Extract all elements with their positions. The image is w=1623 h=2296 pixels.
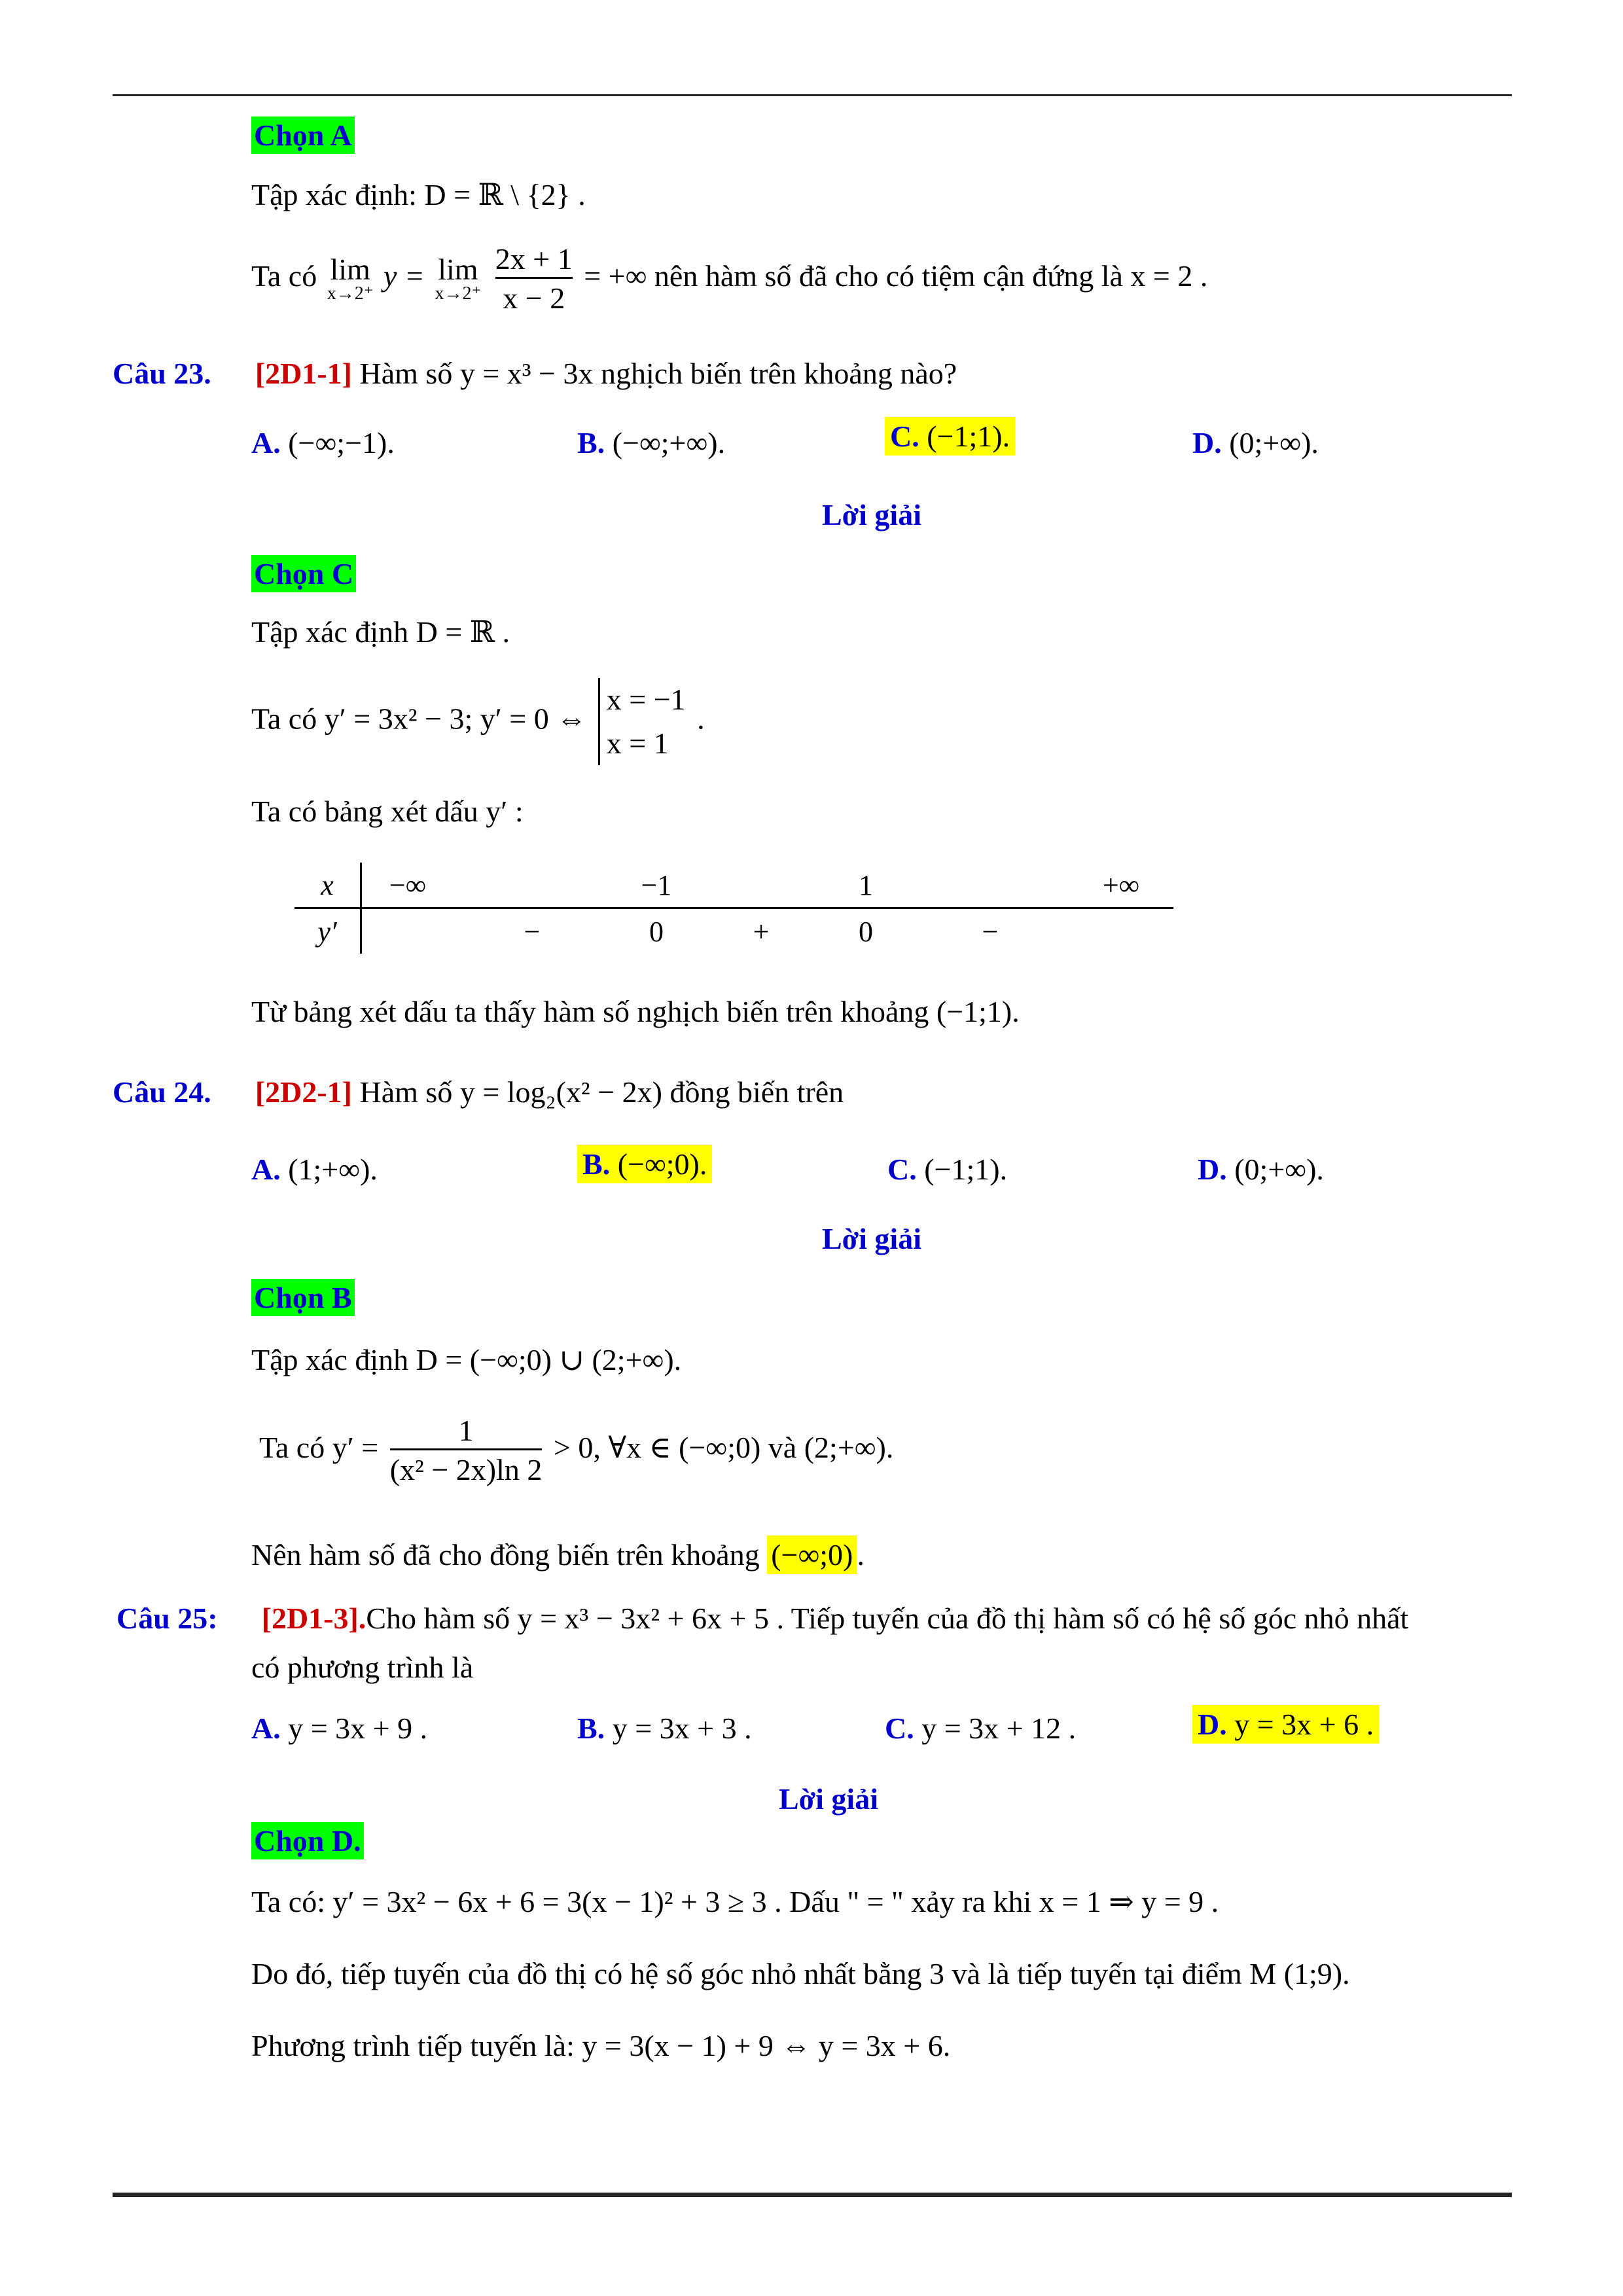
question-24 xyxy=(113,1075,844,1109)
domain-line: Tập xác định D = (−∞;0) ∪ (2;+∞). xyxy=(251,1343,682,1376)
derivative-line: Ta có y′ = 3x² − 3; y′ = 0 ⇔ x = −1 x = 1 . xyxy=(251,678,705,765)
q25-option-a[interactable]: A. y = 3x + 9 . xyxy=(251,1712,428,1745)
question-25 xyxy=(116,1601,1408,1636)
case-bracket: x = −1 x = 1 xyxy=(598,678,686,765)
derivative-suffix: > 0, ∀x ∈ (−∞;0) và (2;+∞). xyxy=(553,1430,894,1464)
solution-title: Lời giải xyxy=(822,498,921,531)
q24-option-a[interactable]: A. (1;+∞). xyxy=(251,1153,378,1186)
derivative-prefix: Ta có y′ = 3x² − 3; y′ = 0 ⇔ xyxy=(251,702,587,736)
q25-option-c[interactable]: C. y = 3x + 12 . xyxy=(885,1712,1077,1745)
solution-title: Lời giải xyxy=(779,1782,878,1816)
question-23 xyxy=(113,356,957,391)
question-text: Hàm số y = log₂(x² − 2x) đồng biến trên xyxy=(359,1075,844,1109)
limit-text: nên hàm số đã cho có tiệm cận đứng là x = 2 . xyxy=(654,259,1208,293)
limit-line xyxy=(251,242,1207,316)
q25-option-b[interactable]: B. y = 3x + 3 . xyxy=(577,1712,752,1745)
limit-result: = +∞ xyxy=(584,259,647,293)
table-cell: +∞ xyxy=(1069,863,1173,908)
limit-operator: lim x→2⁺ xyxy=(327,253,374,304)
q25-option-d[interactable]: D. y = 3x + 6 . xyxy=(1192,1707,1379,1742)
choice-label: Chọn C xyxy=(251,555,356,592)
q24-option-c[interactable]: C. (−1;1). xyxy=(887,1153,1008,1186)
table-cell xyxy=(1069,908,1173,954)
choice-label: Chọn B xyxy=(251,1279,355,1316)
sign-table-row-x xyxy=(294,863,1173,908)
q24-option-b[interactable]: B. (−∞;0). xyxy=(577,1147,712,1181)
sign-table xyxy=(294,863,1173,954)
question-text: Hàm số y = x³ − 3x nghịch biến trên khoảng nào? xyxy=(359,357,957,390)
top-rule xyxy=(113,94,1512,96)
bottom-rule xyxy=(113,2193,1512,2197)
question-text: Cho hàm số y = x³ − 3x² + 6x + 5 . Tiếp tuyến của đồ thị hàm số có hệ số góc nhỏ nhất xyxy=(366,1602,1409,1635)
domain-line: Tập xác định: D = ℝ \ {2} . xyxy=(251,178,586,211)
q24-option-d[interactable]: D. (0;+∞). xyxy=(1198,1153,1324,1186)
table-cell: − xyxy=(982,915,999,948)
table-cell: + xyxy=(753,915,770,948)
limit-prefix: Ta có xyxy=(251,259,317,293)
q23-option-b[interactable]: B. (−∞;+∞). xyxy=(577,426,726,459)
table-cell: 1 xyxy=(820,863,912,908)
derivative-prefix: Ta có y′ = xyxy=(259,1430,379,1464)
table-cell: − xyxy=(524,915,541,948)
question-number: Câu 25: xyxy=(116,1602,218,1635)
solution-line-1: Ta có: y′ = 3x² − 6x + 6 = 3(x − 1)² + 3 ≥ 3 . Dấu " = " xảy ra khi x = 1 ⇒ y = 9 . xyxy=(251,1885,1219,1918)
choice-label: Chọn D. xyxy=(251,1822,364,1859)
solution-line-3: Phương trình tiếp tuyến là: y = 3(x − 1) + 9 ⇔ y = 3x + 6. xyxy=(251,2029,951,2062)
limit-fraction: $\frac{2x + 1}{x - 2}$ xyxy=(495,242,573,315)
question-text-line2: có phương trình là xyxy=(251,1651,474,1684)
question-number: Câu 24. xyxy=(113,1075,211,1109)
q23-option-d[interactable]: D. (0;+∞). xyxy=(1192,426,1319,459)
question-tag: [2D1-3]. xyxy=(261,1602,366,1635)
table-intro: Ta có bảng xét dấu y′ : xyxy=(251,795,524,828)
conclusion-line: Nên hàm số đã cho đồng biến trên khoảng (−∞;0) . xyxy=(251,1538,865,1573)
derivative-fraction: $\frac{1}{\text{(x² − 2x)ln 2}}$ xyxy=(389,1414,543,1486)
limit-y: y = xyxy=(383,259,425,293)
question-number: Câu 23. xyxy=(113,357,211,390)
table-cell xyxy=(912,863,1069,908)
solution-line-2: Do đó, tiếp tuyến của đồ thị có hệ số góc nhỏ nhất bằng 3 và là tiếp tuyến tại điểm M (1;9). xyxy=(251,1957,1350,1990)
derivative-line xyxy=(259,1414,893,1488)
table-cell xyxy=(454,863,611,908)
table-cell: −1 xyxy=(611,863,702,908)
table-head-y: y′ xyxy=(294,908,361,954)
conclusion-line: Từ bảng xét dấu ta thấy hàm số nghịch biến trên khoảng (−1;1). xyxy=(251,995,1020,1028)
q23-option-c[interactable]: C. (−1;1). xyxy=(885,419,1015,454)
table-head-x: x xyxy=(294,863,361,908)
solution-title: Lời giải xyxy=(822,1222,921,1255)
question-tag: [2D2-1] xyxy=(255,1075,352,1109)
table-cell: 0 xyxy=(649,915,664,948)
table-cell xyxy=(702,863,820,908)
q23-option-a[interactable]: A. (−∞;−1). xyxy=(251,426,395,459)
table-cell xyxy=(361,908,454,954)
choice-label: Chọn A xyxy=(251,117,355,154)
question-tag: [2D1-1] xyxy=(255,357,352,390)
table-cell: 0 xyxy=(859,915,873,948)
table-cell: −∞ xyxy=(361,863,454,908)
domain-line: Tập xác định D = ℝ . xyxy=(251,615,510,649)
limit-operator-2: lim x→2⁺ xyxy=(435,253,482,304)
sign-table-row-y xyxy=(294,908,1173,954)
highlighted-interval: (−∞;0) xyxy=(767,1535,857,1574)
